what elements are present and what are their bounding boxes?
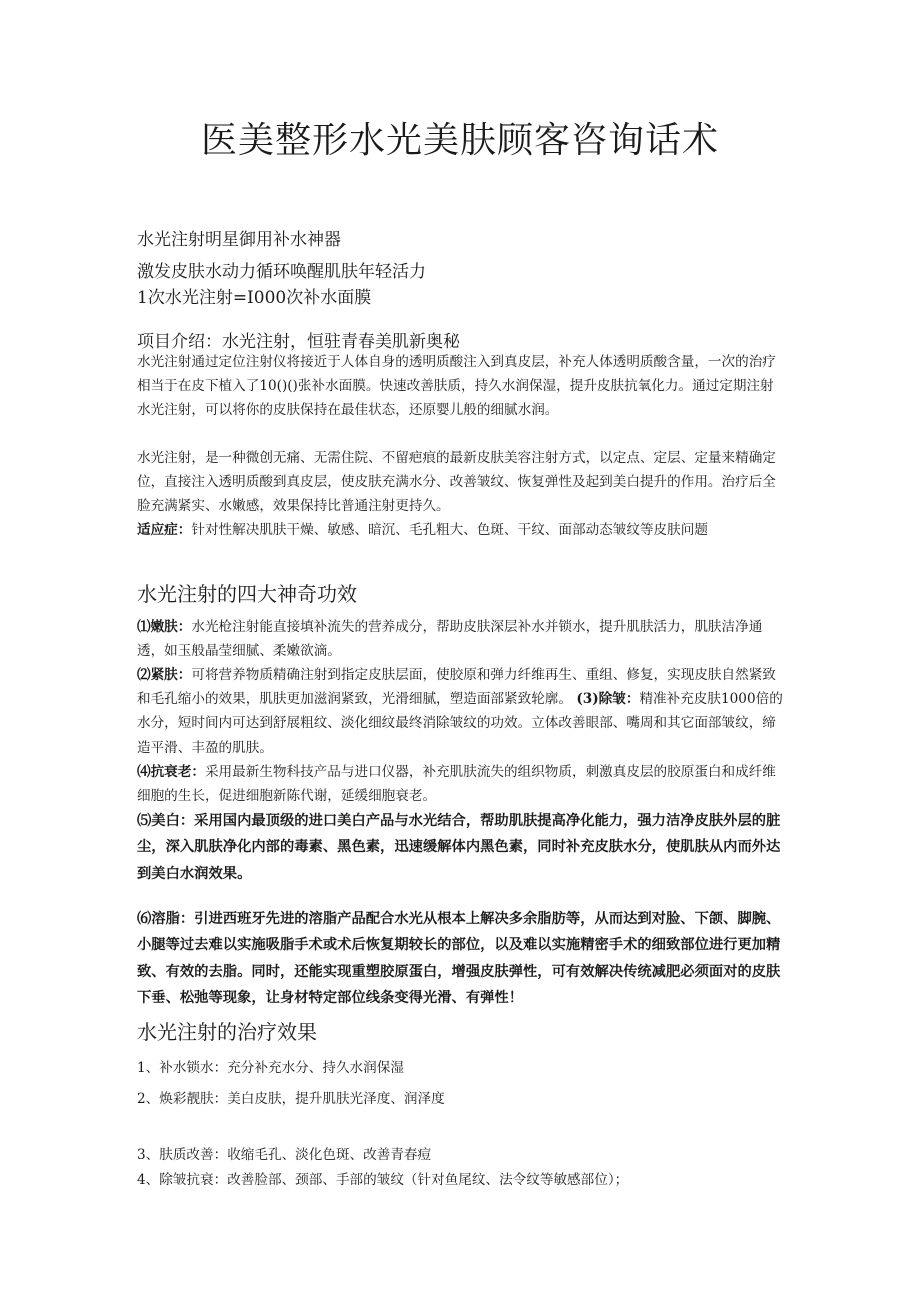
effect-1-text: 水光枪注射能直接填补流失的营养成分，帮助皮肤深层补水并锁水，提升肌肤活力，肌肤洁净通透，如玉般晶莹细腻、柔嫩欲滴。 xyxy=(137,619,763,660)
effect-6: ⑹溶脂：引进西班牙先进的溶脂产品配合水光从根本上解决多余脂肪等，从而达到对脸、下颌、脚腕、小腿等过去难以实施吸脂手术或术后恢复期较长的部位，以及难以实施精密手术的细致部位进行更加精致、有效的去脂。同时，还能实现重塑胶原蛋白，增强皮肤弹性，可有效解决传统减肥必须面对的皮肤下垂、松弛等现象，让身材特定部位线条变得光滑、有弹性！ xyxy=(137,911,781,1007)
effects-heading: 水光注射的四大神奇功效 xyxy=(137,582,357,606)
effect-2-3 xyxy=(137,663,787,760)
result-item-1: 1、补水锁水：充分补充水分、持久水润保湿 xyxy=(137,1060,404,1076)
project-paragraph-2: 水光注射，是一种微创无痛、无需住院、不留疤痕的最新皮肤美容注射方式，以定点、定层、定量来精确定位，直接注入透明质酸到真皮层，使皮肤充满水分、改善皱纹、恢复弹性及起到美白提升的作用。治疗后全脸充满紧实、水嫩感，效果保持比普通注射更持久。 xyxy=(137,450,776,515)
effect-3-label: (3)除皱： xyxy=(576,691,640,708)
indication-paragraph xyxy=(137,518,787,542)
intro-line-2: 激发皮肤水动力循环唤醒肌肤年轻活力 xyxy=(137,262,426,282)
result-item-2: 2、焕彩靓肤：美白皮肤，提升肌肤光泽度、润泽度 xyxy=(137,1091,445,1107)
result-item-4: 4、除皱抗衰：改善脸部、颈部、手部的皱纹（针对鱼尾纹、法令纹等敏感部位）； xyxy=(137,1172,629,1188)
effect-5: ⑸美白：采用国内最顶级的进口美白产品与水光结合，帮助肌肤提高净化能力，强力洁净皮肤外层的脏尘，深入肌肤净化内部的毒素、黑色素，迅速缓解体内黑色素，同时补充皮肤水分，使肌肤从内而外达到美白水润效果。 xyxy=(137,813,781,882)
indication-label: 适应症： xyxy=(137,522,192,538)
effect-3-text: 精准补充皮肤1000倍的水分，短时间内可达到舒展粗纹、淡化细纹最终消除皱纹的功效。立体改善眼部、嘴周和其它面部皱纹，缔造平滑、丰盈的肌肤。 xyxy=(137,691,783,756)
effect-4 xyxy=(137,760,787,808)
effect-2-text: 可将营养物质精确注射到指定皮肤层面，使胶原和弹力纤维再生、重组、修复，实现皮肤自然紧致和毛孔缩小的效果，肌肤更加滋润紧致，光滑细腻，塑造面部紧致轮廓。 xyxy=(137,667,776,708)
result-item-3: 3、肤质改善：收缩毛孔、淡化色斑、改善青春痘 xyxy=(137,1147,432,1163)
indication-text: 针对性解决肌肤干燥、敏感、暗沉、毛孔粗大、色斑、干纹、面部动态皱纹等皮肤问题 xyxy=(191,522,708,538)
intro-line-3: 1次水光注射=I000次补水面膜 xyxy=(137,288,372,308)
effect-4-text: 采用最新生物科技产品与进口仪器，补充肌肤流失的组织物质，刺激真皮层的胶原蛋白和成纤维细胞的生长，促进细胞新陈代谢，延缓细胞衰老。 xyxy=(137,764,776,805)
project-paragraph-1: 水光注射通过定位注射仪将接近于人体自身的透明质酸注入到真皮层，补充人体透明质酸含量，一次的治疗相当于在皮下植入了10()()张补水面膜。快速改善肤质，持久水润保湿，提升皮肤抗氧化力。通过定期注射水光注射，可以将你的皮肤保持在最佳状态，还原婴儿般的细腻水润。 xyxy=(137,354,776,419)
effect-4-label: ⑷抗衰老： xyxy=(137,764,205,780)
results-heading: 水光注射的治疗效果 xyxy=(137,1020,317,1044)
effect-1-label: ⑴嫩肤： xyxy=(137,619,192,635)
effect-1 xyxy=(137,615,787,663)
intro-line-1: 水光注射明星御用补水神器 xyxy=(137,230,341,250)
project-heading: 项目介绍：水光注射，恒驻青春美肌新奥秘 xyxy=(137,332,460,352)
effect-2-label: ⑵紧肤： xyxy=(137,667,192,683)
document-title: 医美整形水光美肤顾客咨询话术 xyxy=(200,120,719,161)
